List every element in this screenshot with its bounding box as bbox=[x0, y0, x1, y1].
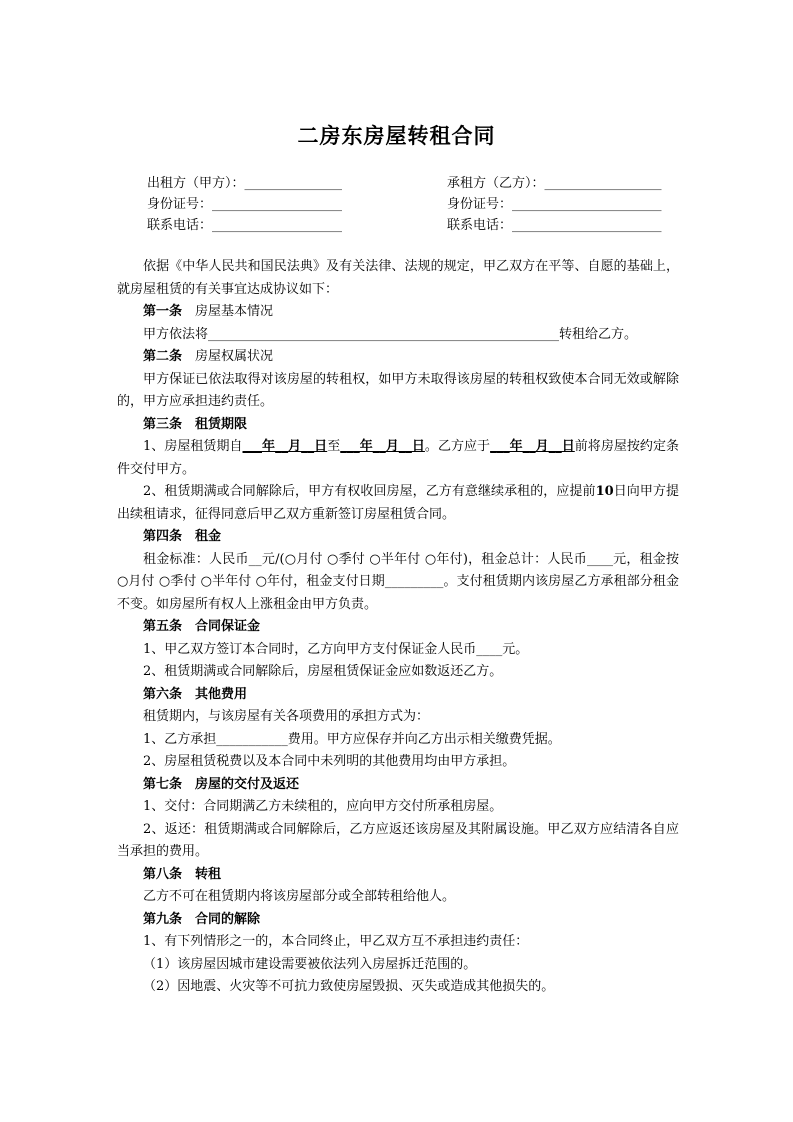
article-6-heading: 第六条 其他费用 bbox=[143, 686, 248, 702]
article-3-clause-2: 2、租赁期满或合同解除后，甲方有权收回房屋，乙方有意继续承租的，应提前10日向甲方提出续租请求，征得同意后甲乙双方重新签订房屋租赁合同。 bbox=[117, 484, 679, 522]
parties-block bbox=[147, 172, 687, 235]
article-9-heading: 第九条 合同的解除 bbox=[143, 911, 261, 927]
article-3-clause-1: 1、房屋租赁期自___年__月__日至___年__月__日。乙方应于___年__月__日前将房屋按约定条件交付甲方。 bbox=[117, 439, 679, 477]
article-5-clause-1: 1、甲乙双方签订本合同时，乙方向甲方支付保证金人民币____元。 bbox=[143, 641, 529, 657]
article-6-intro: 租赁期内，与该房屋有关各项费用的承担方式为： bbox=[143, 709, 430, 724]
lessor-phone-field: 联系电话：____________________ bbox=[147, 218, 343, 233]
article-2-heading: 第二条 房屋权属状况 bbox=[143, 349, 274, 364]
article-3-heading: 第三条 租赁期限 bbox=[143, 416, 248, 432]
contract-body bbox=[117, 256, 679, 999]
intro-paragraph: 依据《中华人民共和国民法典》及有关法律、法规的规定，甲乙双方在平等、自愿的基础上，就房屋租赁的有关事宜达成协议如下： bbox=[117, 259, 679, 297]
lessee-id-field: 身份证号：_______________________ bbox=[447, 197, 662, 212]
lessee-field: 承租方（乙方）：__________________ bbox=[447, 176, 662, 191]
article-6-clause-1: 1、乙方承担___________费用。甲方应保存并向乙方出示相关缴费凭据。 bbox=[143, 731, 561, 747]
article-4-text: 租金标准：人民币__元/(○月付 ○季付 ○半年付 ○年付)，租金总计：人民币____元，租金按○月付 ○季付 ○半年付 ○年付，租金支付日期_________。支付租赁期内该房屋乙方承租部分租金不变。如房屋所有权人上涨租金由甲方负责。 bbox=[117, 551, 679, 612]
article-7-clause-2: 2、返还：租赁期满或合同解除后，乙方应返还该房屋及其附属设施。甲乙双方应结清各自应当承担的费用。 bbox=[117, 821, 679, 859]
article-6-clause-2: 2、房屋租赁税费以及本合同中未列明的其他费用均由甲方承担。 bbox=[143, 754, 516, 769]
article-2-text: 甲方保证已依法取得对该房屋的转租权，如甲方未取得该房屋的转租权致使本合同无效或解除的，甲方应承担违约责任。 bbox=[117, 371, 679, 409]
article-5-heading: 第五条 合同保证金 bbox=[143, 619, 261, 634]
article-7-clause-1: 1、交付：合同期满乙方未续租的，应向甲方交付所承租房屋。 bbox=[143, 799, 503, 814]
article-1-text: 甲方依法将______________________________________________________转租给乙方。 bbox=[143, 326, 638, 342]
lessor-field: 出租方（甲方）：_______________ bbox=[147, 176, 343, 191]
article-9-item-1: （1）该房屋因城市建设需要被依法列入房屋拆迁范围的。 bbox=[143, 956, 477, 972]
article-8-heading: 第八条 转租 bbox=[143, 866, 222, 882]
article-9-clause-1: 1、有下列情形之一的，本合同终止，甲乙双方互不承担违约责任： bbox=[143, 934, 529, 949]
lessee-phone-field: 联系电话：_______________________ bbox=[447, 218, 662, 233]
article-8-text: 乙方不可在租赁期内将该房屋部分或全部转租给他人。 bbox=[143, 889, 456, 904]
lessor-id-field: 身份证号：____________________ bbox=[147, 197, 343, 212]
article-9-item-2: （2）因地震、火灾等不可抗力致使房屋毁损、灭失或造成其他损失的。 bbox=[143, 979, 555, 994]
document-title: 二房东房屋转租合同 bbox=[297, 123, 496, 148]
article-5-clause-2: 2、租赁期满或合同解除后，房屋租赁保证金应如数返还乙方。 bbox=[143, 664, 503, 679]
article-7-heading: 第七条 房屋的交付及返还 bbox=[143, 776, 300, 792]
article-4-heading: 第四条 租金 bbox=[143, 529, 222, 544]
article-1-heading: 第一条 房屋基本情况 bbox=[143, 304, 274, 319]
